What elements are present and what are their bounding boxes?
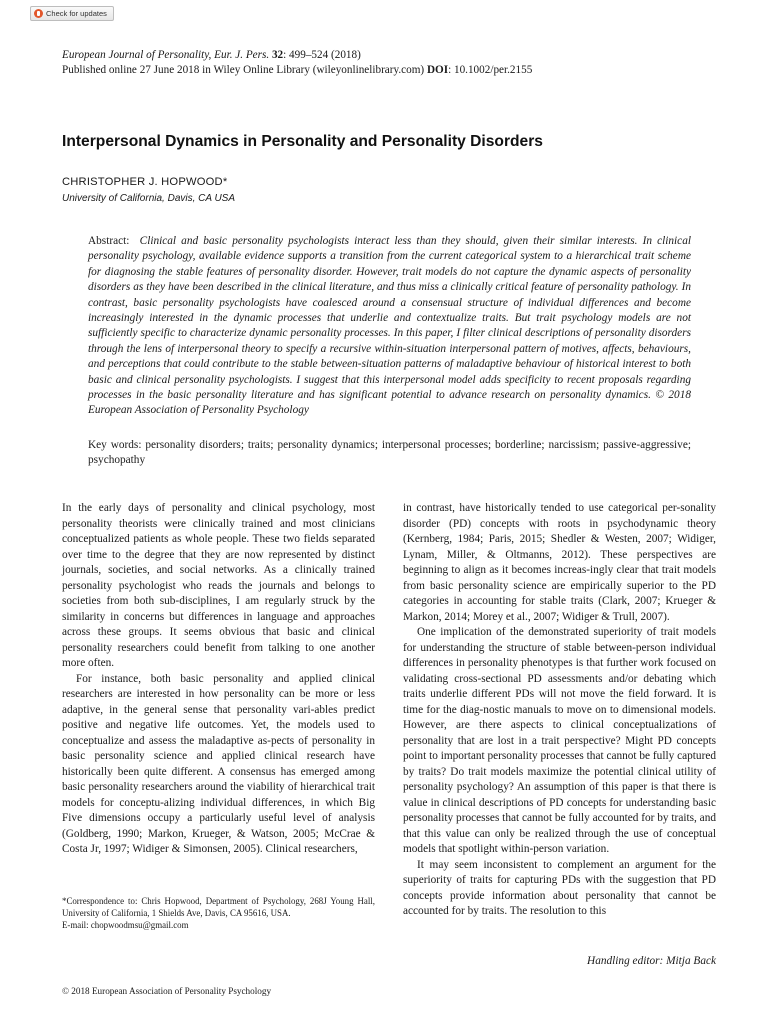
- body-paragraph: in contrast, have historically tended to use categorical per-sonality disorder (PD) concepts with roots in psychodynamic theory (Kernberg, 1984; Paris, 2015; Shedler & Westen, 2007; Widiger, Lynam, Miller, & Oltmanns, 2012). These perspectives are beginning to align as it becomes increas-ingly clear that trait models from basic personality science are empirically superior to the PD categories in accounting for stable traits (Clark, 2007; Krueger & Markon, 2014; Morey et al., 2007; Widiger & Trull, 2007).: [403, 502, 716, 623]
- crossmark-icon: [34, 9, 43, 18]
- keywords: Key words: personality disorders; traits; personality dynamics; interpersonal processes; borderline; narcissism; passive-aggressive; psychopathy: [88, 439, 691, 467]
- publication-info: Published online 27 June 2018 in Wiley Online Library (wileyonlinelibrary.com): [62, 64, 425, 76]
- body-column-left: [62, 501, 375, 858]
- correspondence-email[interactable]: E-mail: chopwoodmsu@gmail.com: [62, 919, 189, 930]
- journal-line-1: [62, 48, 532, 63]
- copyright-footer: © 2018 European Association of Personality Psychology: [62, 986, 272, 996]
- body-paragraph: One implication of the demonstrated superiority of trait models for understanding the structure of stable between-person individual differences in personality phenotypes is that further work focused on validating cross-sectional PD assessments and/or debating which traits underlie different PDs will not move the field forward. It is time for the diag-nostic manuals to move on to dimensional models. However, are there aspects to clinical conceptualizations of personality that are lost in a trait perspective? Might PD concepts point to important personality processes that cannot be fully captured by traits? Do trait models maximize the potential clinical utility of personality psychology? An assumption of this paper is that there is value in clinical descriptions of PD concepts for understanding basic personality processes that cannot be fully accounted for by traits, and that this value can only be realized through the use of conceptual models that spotlight within-person variation.: [403, 626, 716, 855]
- abstract: [88, 234, 691, 419]
- doi-value[interactable]: : 10.1002/per.2155: [448, 64, 533, 76]
- handling-editor: Handling editor: Mitja Back: [587, 955, 716, 967]
- correspondence-text: *Correspondence to: Chris Hopwood, Department of Psychology, 268J Young Hall, University of California, 1 Shields Ave, Davis, CA 95616, USA.: [62, 896, 375, 918]
- doi-label: DOI: [426, 64, 449, 76]
- abstract-text: Clinical and basic personality psychologists interact less than they should, given their similar interests. In clinical personality psychology, available evidence supports a transition from the current categorical system to a hierarchical trait scheme for diagnosing the stable features of personality disorder. However, trait models do not capture the dynamic aspects of personality disorders as they have been described in the clinical literature, and thus miss a clinically critical feature of personality pathology. In contrast, basic personality psychologists have coalesced around a consensual structure of individual differences and become increasingly interested in the dynamic processes that underlie and contextualize traits. But trait psychology models are not sufficiently specific to characterize dynamic personality processes. In this paper, I filter clinical descriptions of personality disorders through the lens of interpersonal theory to specify a recursive within-situation interpersonal pattern of motives, affects, behaviours, and perceptions that could contribute to the stable between-situation patterns of maladaptive behaviour of historical interest to both basic and clinical personality psychologists. I suggest that this interpersonal model adds specificity to recent proposals regarding processes in the basic personality literature and has significant potential to advance research on personality dynamics. © 2018 European Association of Personality Psychology: [88, 235, 691, 417]
- journal-citation: [62, 48, 532, 78]
- journal-name: European Journal of Personality, Eur. J. Pers.: [62, 49, 270, 61]
- article-title: Interpersonal Dynamics in Personality and Personality Disorders: [62, 133, 543, 150]
- author-affiliation: University of California, Davis, CA USA: [62, 193, 236, 204]
- abstract-label: Abstract:: [88, 235, 130, 247]
- correspondence-footnote: [62, 896, 375, 931]
- body-paragraph: In the early days of personality and clinical psychology, most personality theorists were clinically trained and most clinicians conceptualized patients as whole people. These two fields separated over time to the degree that they are now represented by distinct journals, societies, and social networks. As a clinically trained personality psychologist who reads the journals and belongs to societies from both sub-disciplines, I am regularly struck by the similarity in concerns but differences in language and approaches across these groups. It seems obvious that basic and clinical personality researchers could benefit from talking to one another more often.: [62, 502, 375, 669]
- journal-line-2: [62, 63, 532, 78]
- body-paragraph: For instance, both basic personality and applied clinical researchers are interested in how personality can be more or less adaptive, in the general sense that personality vari-ables predict positive and negative life outcomes. Yet, the models used to conceptualize and assess the maladaptive as-pects of personality in basic personality science and applied clinical research have historically been quite different. A consensus has emerged among basic personality researchers around the viability of hierarchical trait models for conceptu-alizing individual differences, in which Big Five dimensions occupy a particularly useful level of analysis (Goldberg, 1990; Markon, Krueger, & Watson, 2005; McCrae & Costa Jr, 1997; Widiger & Simonsen, 2005). Clinical researchers,: [62, 672, 375, 855]
- author-name: CHRISTOPHER J. HOPWOOD*: [62, 176, 228, 188]
- journal-pages: : 499–524 (2018): [283, 49, 361, 61]
- journal-volume: 32: [271, 49, 284, 61]
- body-paragraph: It may seem inconsistent to complement an argument for the superiority of traits for capturing PDs with the suggestion that PD concepts provide information about personality that cannot be accounted for by traits. The resolution to this: [403, 858, 716, 917]
- check-for-updates-button[interactable]: [30, 6, 114, 21]
- check-for-updates-label: Check for updates: [46, 9, 107, 18]
- body-column-right: [403, 501, 716, 920]
